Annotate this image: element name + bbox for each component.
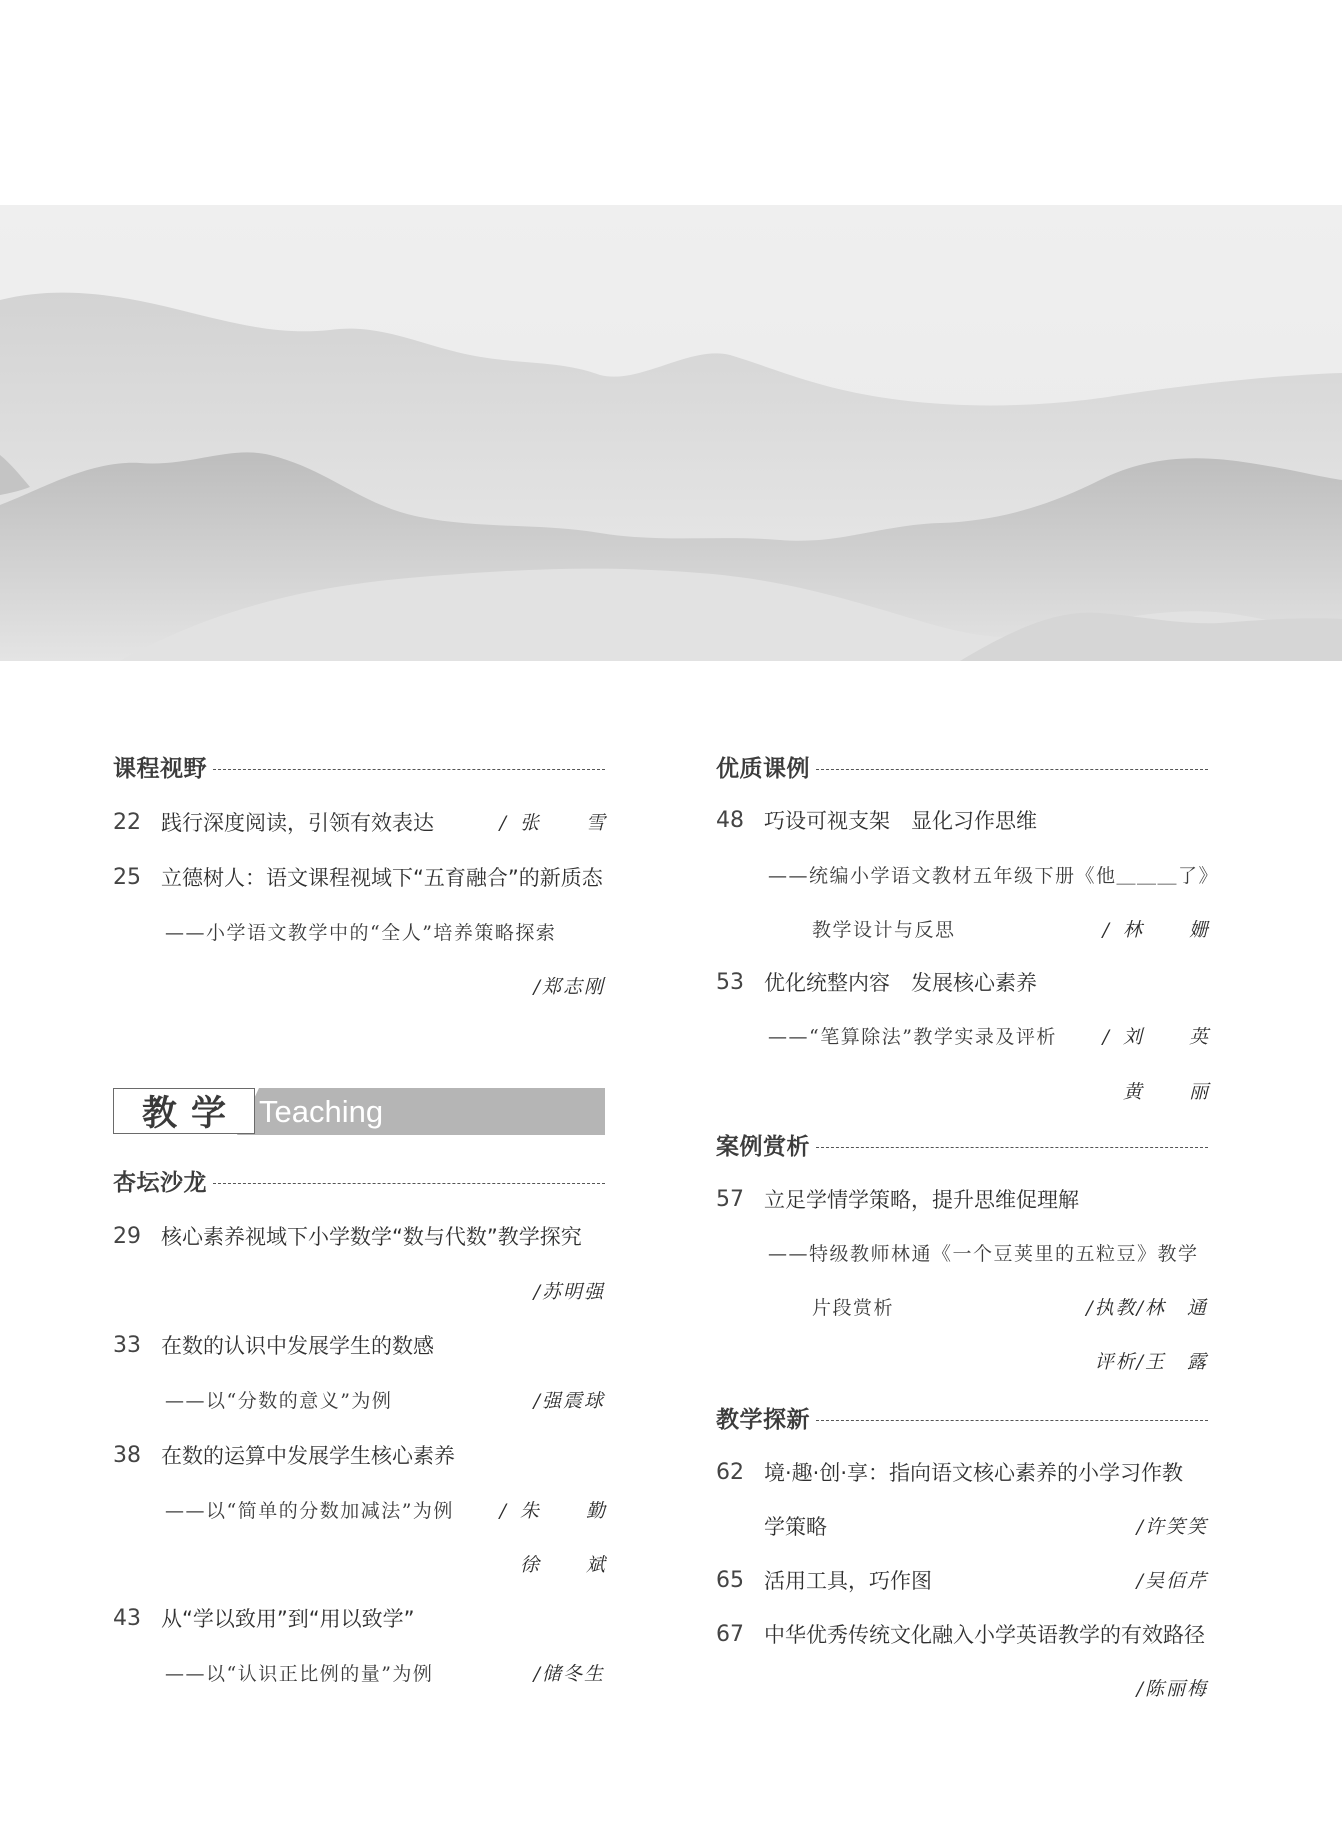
toc-entry[interactable] — [716, 804, 1208, 838]
article-title: 巧设可视支架 显化习作思维 — [764, 809, 1037, 833]
article-title: 践行深度阅读，引领有效表达 — [161, 811, 434, 835]
toc-author-line — [113, 970, 605, 1004]
toc-entry[interactable] — [716, 1183, 1208, 1217]
section-title: 优质课例 — [716, 755, 810, 782]
article-author: /强震球 — [533, 1390, 605, 1412]
section-heading-yzkl — [716, 748, 1208, 784]
toc-entry[interactable] — [716, 966, 1208, 1000]
article-subtitle: ——“笔算除法”教学实录及评析 — [768, 1026, 1057, 1048]
section-title: 案例赏析 — [716, 1133, 810, 1160]
article-title: 立德树人：语文课程视域下“五育融合”的新质态 — [161, 866, 603, 890]
article-subtitle: ——统编小学语文教材五年级下册《他＿＿＿了》 — [768, 865, 1220, 887]
article-author: /刘 英 — [1102, 1026, 1222, 1048]
article-author: /执教/林 通 — [1086, 1297, 1208, 1319]
mountain-landscape-banner — [0, 205, 1342, 661]
section-title: 课程视野 — [113, 755, 207, 782]
article-author: /储冬生 — [533, 1663, 605, 1685]
teaching-banner-box — [113, 1088, 255, 1134]
section-heading-alsx — [716, 1126, 1208, 1162]
page-number: 62 — [716, 1460, 744, 1485]
section-heading-jxtx — [716, 1399, 1208, 1435]
toc-subtitle-line — [716, 1020, 1222, 1054]
section-heading-kcsy — [113, 748, 605, 784]
article-subtitle: ——以“简单的分数加减法”为例 — [165, 1500, 454, 1522]
teaching-cn-label: 教学 — [141, 1094, 240, 1134]
article-title: 优化统整内容 发展核心素养 — [764, 971, 1037, 995]
toc-entry[interactable] — [716, 1618, 1208, 1652]
dashed-divider — [213, 769, 605, 770]
article-title: 核心素养视域下小学数学“数与代数”教学探究 — [161, 1225, 582, 1249]
toc-entry[interactable] — [113, 1602, 605, 1636]
article-author: /朱 勤 — [499, 1500, 619, 1522]
toc-author-line — [716, 1075, 1222, 1109]
article-subtitle: ——以“认识正比例的量”为例 — [165, 1663, 434, 1685]
toc-author-line — [716, 1345, 1208, 1379]
dashed-divider — [816, 1420, 1208, 1421]
page-number: 25 — [113, 865, 141, 890]
toc-subtitle-line — [716, 1291, 1208, 1325]
page-number: 38 — [113, 1443, 141, 1468]
toc-entry[interactable] — [113, 1439, 605, 1473]
article-coauthor: 评析/王 露 — [1094, 1351, 1208, 1373]
toc-entry[interactable] — [113, 1329, 605, 1363]
page-number: 48 — [716, 808, 744, 833]
article-title: 活用工具，巧作图 — [764, 1569, 932, 1593]
toc-subtitle-line — [716, 913, 1222, 947]
toc-entry[interactable] — [716, 1564, 1208, 1598]
page-number: 67 — [716, 1622, 744, 1647]
toc-entry[interactable] — [113, 861, 605, 895]
section-title: 杏坛沙龙 — [113, 1169, 207, 1196]
page-number: 33 — [113, 1333, 141, 1358]
page-number: 43 — [113, 1606, 141, 1631]
article-author: /郑志刚 — [533, 976, 605, 998]
page-number: 65 — [716, 1568, 744, 1593]
toc-entry[interactable] — [113, 806, 619, 840]
dashed-divider — [816, 1147, 1208, 1148]
section-title: 教学探新 — [716, 1406, 810, 1433]
page-number: 22 — [113, 810, 141, 835]
toc-entry[interactable] — [716, 1456, 1208, 1490]
toc-subtitle-line — [113, 1494, 619, 1528]
dashed-divider — [816, 769, 1208, 770]
article-subtitle-cont: 片段赏析 — [812, 1297, 895, 1319]
article-title: 从“学以致用”到“用以致学” — [161, 1607, 415, 1631]
dashed-divider — [213, 1183, 605, 1184]
toc-subtitle-line — [113, 1657, 605, 1691]
toc-author-line — [716, 1672, 1208, 1706]
article-author: /张 雪 — [499, 812, 619, 834]
toc-title-cont-line — [716, 1510, 1208, 1544]
page-number: 57 — [716, 1187, 744, 1212]
toc-subtitle-line — [716, 859, 1220, 893]
article-author: /林 姗 — [1102, 919, 1222, 941]
article-title: 中华优秀传统文化融入小学英语教学的有效路径 — [764, 1623, 1205, 1647]
article-subtitle: ——以“分数的意义”为例 — [165, 1390, 393, 1412]
article-subtitle: ——特级教师林通《一个豆荚里的五粒豆》教学 — [768, 1243, 1199, 1265]
article-subtitle-cont: 教学设计与反思 — [812, 919, 956, 941]
article-subtitle: ——小学语文教学中的“全人”培养策略探索 — [165, 922, 557, 944]
page-number: 53 — [716, 970, 744, 995]
toc-author-line — [113, 1275, 605, 1309]
section-heading-xtsl — [113, 1162, 605, 1198]
toc-subtitle-line — [113, 916, 605, 950]
article-title: 在数的运算中发展学生核心素养 — [161, 1444, 455, 1468]
teaching-section-banner — [113, 1088, 605, 1134]
toc-subtitle-line — [716, 1237, 1208, 1271]
article-author: /苏明强 — [533, 1281, 605, 1303]
article-author: /陈丽梅 — [1136, 1678, 1208, 1700]
article-title: 立足学情学策略，提升思维促理解 — [764, 1188, 1079, 1212]
article-coauthor: 黄 丽 — [1122, 1081, 1222, 1103]
article-title: 境·趣·创·享：指向语文核心素养的小学习作教 — [764, 1461, 1184, 1485]
article-title: 在数的认识中发展学生的数感 — [161, 1334, 434, 1358]
page-number: 29 — [113, 1224, 141, 1249]
toc-entry[interactable] — [113, 1220, 605, 1254]
article-coauthor: 徐 斌 — [519, 1554, 619, 1576]
article-title-cont: 学策略 — [764, 1515, 827, 1539]
teaching-en-label: Teaching — [259, 1094, 384, 1129]
mountain-landscape-icon — [0, 205, 1342, 661]
article-author: /许笑笑 — [1136, 1516, 1208, 1538]
toc-author-line — [113, 1548, 619, 1582]
toc-subtitle-line — [113, 1384, 605, 1418]
article-author: /吴佰芹 — [1136, 1570, 1208, 1592]
